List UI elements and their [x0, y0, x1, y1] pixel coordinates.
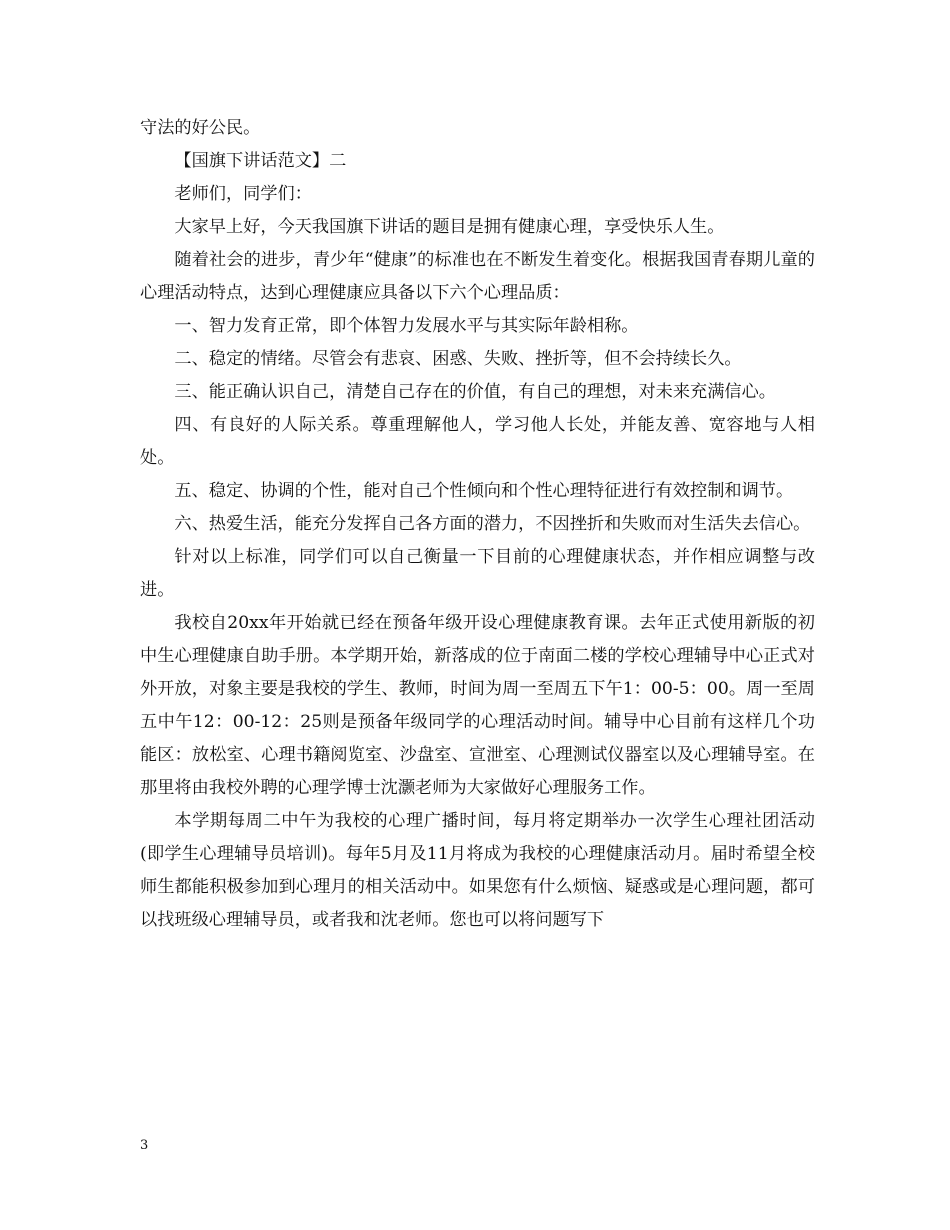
- salutation: 老师们，同学们：: [174, 184, 312, 204]
- list-item: 三、能正确认识自己，清楚自己存在的价值，有自己的理想，对未来充满信心。: [174, 382, 776, 402]
- list-item: 四、有良好的人际关系。尊重理解他人，学习他人长处，并能友善、宽容地与人相处。: [140, 415, 815, 468]
- section-heading: 【国旗下讲话范文】二: [174, 151, 347, 171]
- paragraph: 大家早上好，今天我国旗下讲话的题目是拥有健康心理，享受快乐人生。: [174, 217, 725, 237]
- body-text: [140, 112, 815, 937]
- page-number: 3: [140, 1138, 149, 1153]
- paragraph: 守法的好公民。: [140, 118, 261, 138]
- paragraph: 本学期每周二中午为我校的心理广播时间，每月将定期举办一次学生心理社团活动(即学生心理辅导员培训)。每年5月及11月将成为我校的心理健康活动月。届时希望全校师生都能积极参加到心理月的相关活动中。如果您有什么烦恼、疑惑或是心理问题，都可以找班级心理辅导员，或者我和沈老师。您也可以将问题写下: [140, 811, 815, 930]
- list-item: 六、热爱生活，能充分发挥自己各方面的潜力，不因挫折和失败而对生活失去信心。: [174, 514, 811, 534]
- list-item: 一、智力发育正常，即个体智力发展水平与其实际年龄相称。: [174, 316, 639, 336]
- list-item: 五、稳定、协调的个性，能对自己个性倾向和个性心理特征进行有效控制和调节。: [174, 481, 794, 501]
- paragraph: 针对以上标准，同学们可以自己衡量一下目前的心理健康状态，并作相应调整与改进。: [140, 547, 815, 600]
- list-item: 二、稳定的情绪。尽管会有悲哀、困惑、失败、挫折等，但不会持续长久。: [174, 349, 742, 369]
- paragraph: 我校自20xx年开始就已经在预备年级开设心理健康教育课。去年正式使用新版的初中生心理健康自助手册。本学期开始，新落成的位于南面二楼的学校心理辅导中心正式对外开放，对象主要是我校的学生、教师，时间为周一至周五下午1：00-5：00。周一至周五中午12：00-12：25则是预备年级同学的心理活动时间。辅导中心目前有这样几个功能区：放松室、心理书籍阅览室、沙盘室、宣泄室、心理测试仪器室以及心理辅导室。在那里将由我校外聘的心理学博士沈灏老师为大家做好心理服务工作。: [140, 613, 815, 798]
- paragraph: 随着社会的进步，青少年“健康”的标准也在不断发生着变化。根据我国青春期儿童的心理活动特点，达到心理健康应具备以下六个心理品质：: [140, 250, 815, 303]
